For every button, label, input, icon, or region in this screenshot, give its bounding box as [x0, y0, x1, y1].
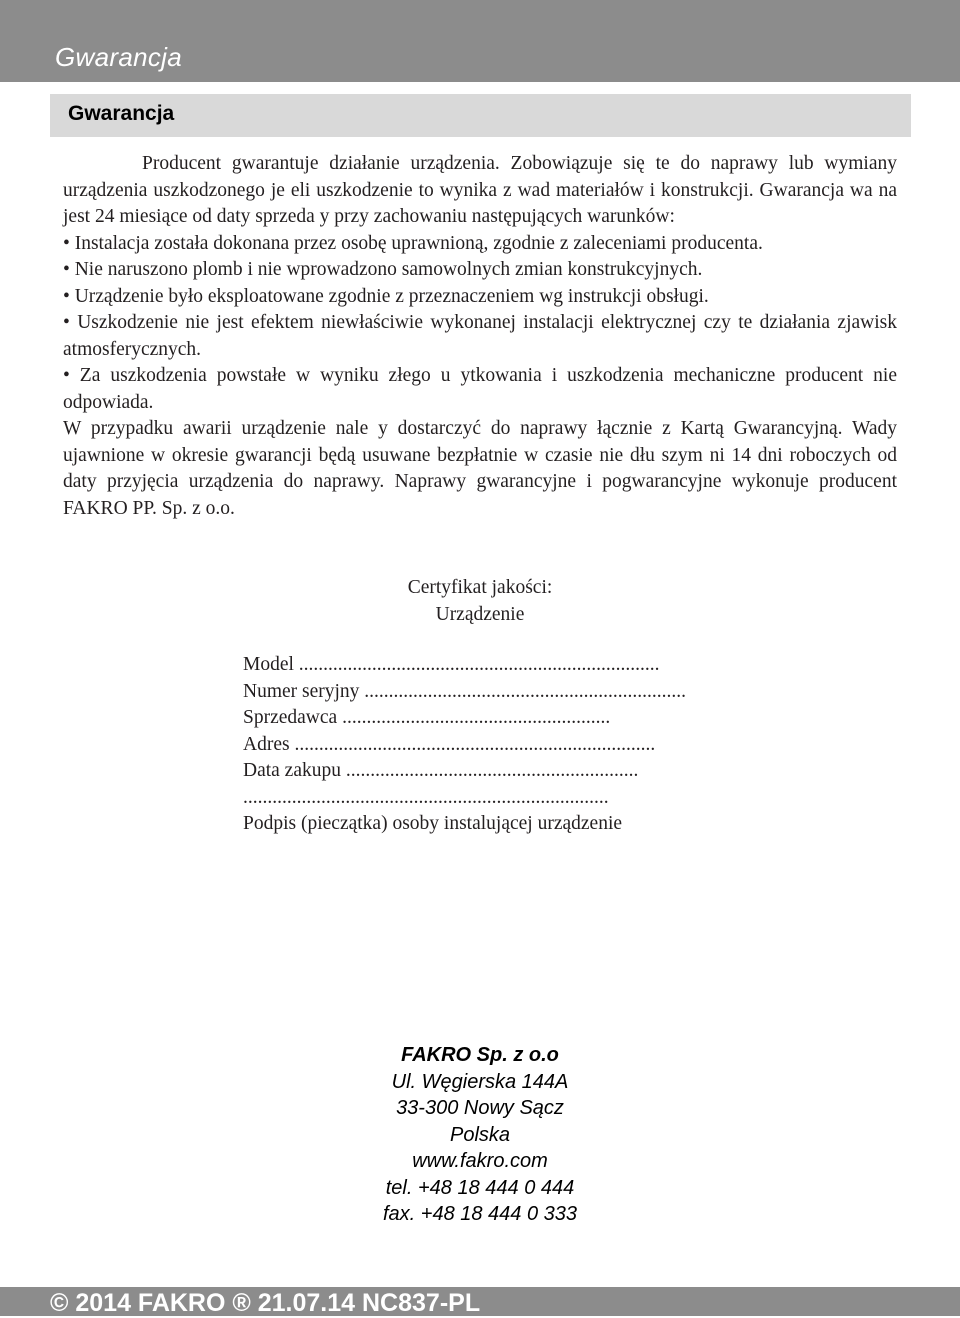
closing-paragraph: W przypadku awarii urządzenie nale y dostarczyć do naprawy łącznie z Kartą Gwarancyjną. Wady ujawnione w okresie gwarancji będą usuwane bezpłatnie w czasie nie dłu szym ni 14 dni roboczych od daty przyjęcia urządzenia do naprawy. Naprawy gwarancyjne i pogwarancyjne wykonuje producent FAKRO PP. Sp. z o.o. — [63, 418, 897, 519]
condition-item: • Za uszkodzenia powstałe w wyniku złego u ytkowania i uszkodzenia mechaniczne producent nie odpowiada. — [63, 365, 897, 413]
section-header — [50, 94, 911, 137]
country: Polska — [449, 1123, 511, 1146]
city: 33-300 Nowy Sącz — [396, 1097, 564, 1119]
certificate-form — [243, 652, 723, 838]
certificate-title: Certyfikat jakości: — [407, 577, 553, 598]
section-title: Gwarancja — [68, 102, 175, 125]
signature-label: Podpis (pieczątka) osoby instalującej urządzenie — [243, 813, 623, 834]
intro-paragraph: Producent gwarantuje działanie urządzenia. Zobowiązuje się te do naprawy lub wymiany urządzenia uszkodzonego je eli uszkodzenie to wynika z wad materiałów i konstrukcji. Gwarancja wa na jest 24 miesiące od daty sprzeda y przy zachowaniu następujących warunków: — [63, 153, 897, 227]
fax: fax. +48 18 444 0 333 — [382, 1203, 578, 1225]
seller-field: Sprzedawca ....................................................... — [243, 707, 611, 728]
website: www.fakro.com — [412, 1150, 548, 1172]
footer-bar — [0, 1287, 960, 1316]
page-title: Gwarancja — [55, 42, 182, 72]
condition-item: • Urządzenie było eksploatowane zgodnie z przeznaczeniem wg instrukcji obsługi. — [63, 285, 709, 307]
purchase-date-field: Data zakupu ............................................................ — [243, 760, 639, 781]
certificate-subtitle: Urządzenie — [435, 603, 525, 625]
condition-item: • Instalacja została dokonana przez osobę uprawnioną, zgodnie z zaleceniami producenta. — [63, 232, 763, 254]
serial-number-field: Numer seryjny .................................................................. — [243, 680, 687, 702]
certificate-heading — [0, 575, 960, 628]
signature-line: ........................................................................... — [243, 786, 609, 808]
company-address — [0, 1042, 960, 1228]
header-bar — [0, 0, 960, 82]
condition-item: • Uszkodzenie nie jest efektem niewłaściwie wykonanej instalacji elektrycznej czy te działania zjawisk atmosferycznych. — [63, 312, 897, 360]
address-field: Adres .......................................................................... — [243, 733, 656, 755]
street: Ul. Węgierska 144A — [391, 1070, 569, 1093]
condition-item: • Nie naruszono plomb i nie wprowadzono samowolnych zmian konstrukcyjnych. — [63, 259, 703, 280]
model-field: Model .......................................................................... — [243, 654, 660, 675]
warranty-text — [63, 151, 897, 522]
footer-text: © 2014 FAKRO ® 21.07.14 NC837-PL — [50, 1289, 481, 1317]
company-name: FAKRO Sp. z o.o — [401, 1044, 559, 1066]
phone: tel. +48 18 444 0 444 — [385, 1176, 575, 1199]
